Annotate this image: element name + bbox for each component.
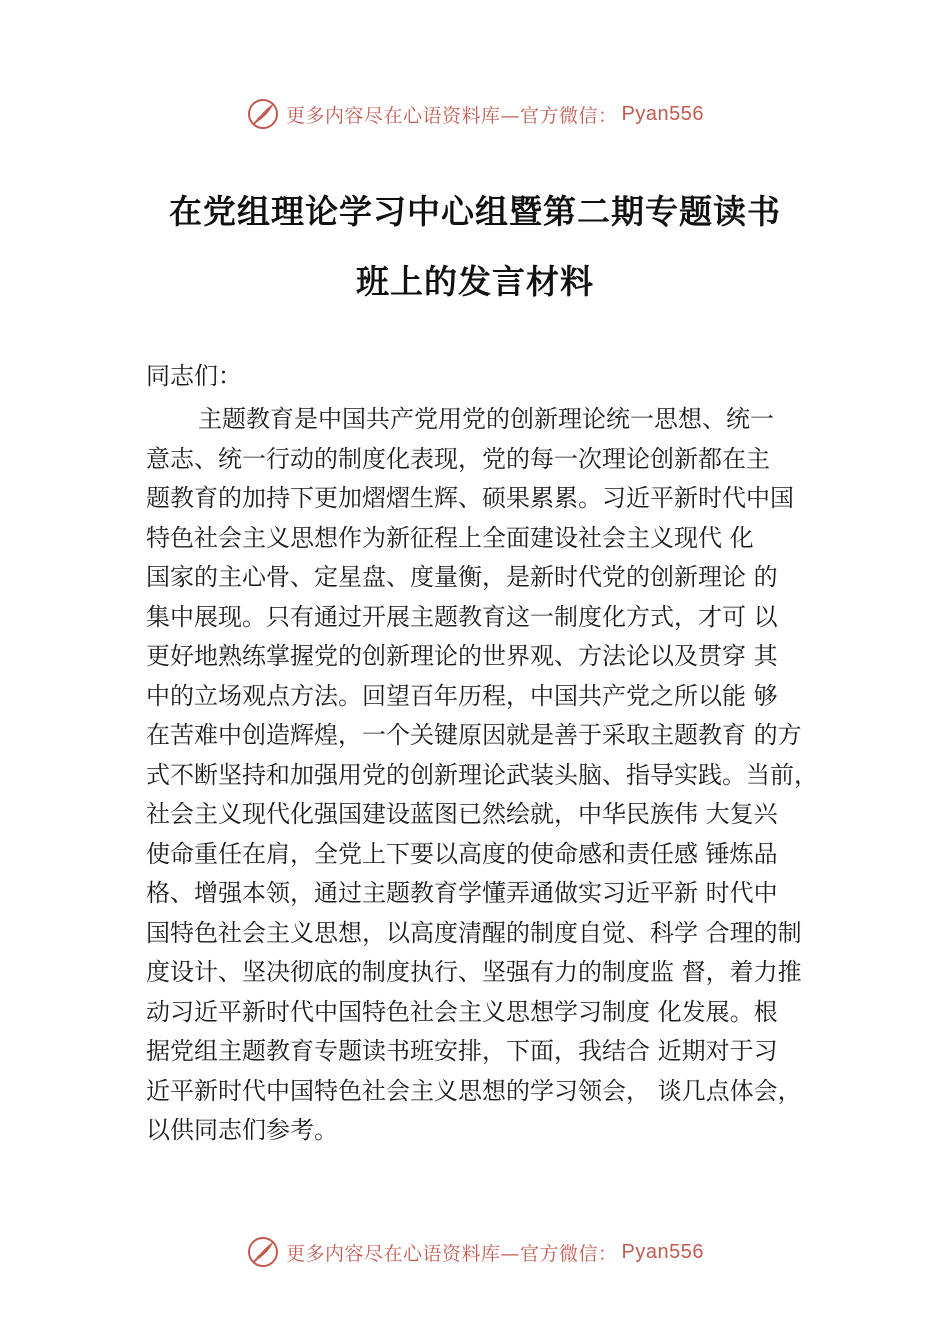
quill-logo-icon: [246, 1235, 280, 1269]
banner-account: Pyan556: [621, 102, 704, 125]
body-line: 中的立场观点方法。回望百年历程，中国共产党之所以能 够: [146, 681, 778, 710]
body-line: 国特色社会主义思想，以高度清醒的制度自觉、科学 合理的制: [146, 918, 802, 947]
body-line: 主题教育是中国共产党用党的创新理论统一思想、统一: [198, 405, 774, 433]
footer-banner: [0, 1232, 950, 1272]
body-line: 意志、统一行动的制度化表现，党的每一次理论创新都在主: [146, 444, 770, 473]
header-banner: [0, 94, 950, 134]
body-line: 国家的主心骨、定星盘、度量衡，是新时代党的创新理论 的: [146, 563, 778, 591]
body-line: 在苦难中创造辉煌，一个关键原因就是善于采取主题教育 的方: [146, 721, 802, 749]
body-line: 式不断坚持和加强用党的创新理论武装头脑、指导实践。当前，: [146, 760, 818, 789]
quill-logo-icon: [246, 97, 280, 131]
body-line: 以供同志们参考。: [146, 1116, 338, 1144]
body-line: 动习近平新时代中国特色社会主义思想学习制度 化发展。根: [146, 997, 778, 1026]
body-line: 题教育的加持下更加熠熠生辉、硕果累累。习近平新时代中国: [146, 484, 794, 512]
document-title-line1: 在党组理论学习中心组暨第二期专题读书: [169, 192, 781, 231]
body-line: 使命重任在肩，全党上下要以高度的使命感和责任感 锤炼品: [146, 839, 778, 868]
body-line: 格、增强本领，通过主题教育学懂弄通做实习近平新 时代中: [146, 879, 778, 907]
banner-label: 更多内容尽在心语资料库—官方微信：: [286, 104, 618, 127]
banner-account: Pyan556: [621, 1240, 704, 1263]
document-title-line2: 班上的发言材料: [356, 262, 594, 301]
body-line: 社会主义现代化强国建设蓝图已然绘就，中华民族伟 大复兴: [146, 800, 778, 828]
body-line: 据党组主题教育专题读书班安排，下面，我结合 近期对于习: [146, 1037, 778, 1065]
body-paragraph: [146, 400, 836, 1151]
banner-label: 更多内容尽在心语资料库—官方微信：: [286, 1242, 618, 1265]
body-line: 特色社会主义思想作为新征程上全面建设社会主义现代 化: [146, 523, 754, 552]
body-line: 集中展现。只有通过开展主题教育这一制度化方式，才可 以: [146, 602, 778, 631]
salutation: 同志们：: [146, 362, 242, 390]
body-line: 近平新时代中国特色社会主义思想的学习领会， 谈几点体会，: [146, 1076, 802, 1105]
body-line: 度设计、坚决彻底的制度执行、坚强有力的制度监 督，着力推: [146, 958, 802, 986]
body-line: 更好地熟练掌握党的创新理论的世界观、方法论以及贯穿 其: [146, 642, 778, 670]
